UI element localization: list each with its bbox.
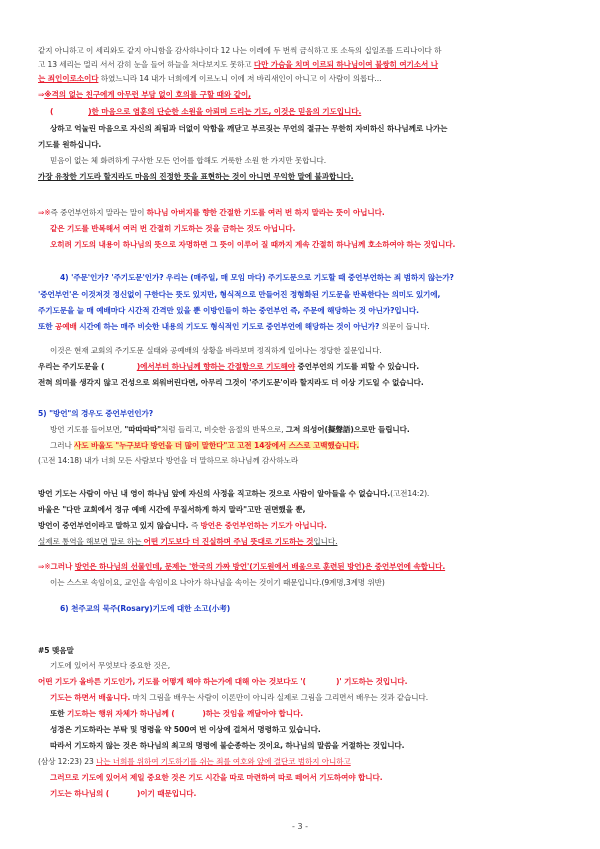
- text-segment: 상하고 억눌린 마음으로 자신의 죄됨과 더없이 악함을 깨닫고 부르짖는 무언의 절규는 무한히 자비하신 하나님께로 나가는: [50, 124, 448, 133]
- text-segment: 그러나: [50, 562, 75, 571]
- text-segment: 5) "방언"의 경우도 중언부언인가?: [38, 409, 154, 418]
- text-segment: 성경은 기도하라는 부탁 및 명령을 약 500여 번 이상에 걸쳐서 명령하고 있습니다.: [50, 725, 321, 734]
- text-segment: 입니다.: [313, 537, 338, 546]
- text-segment: )한 마음으로 염훈의 단순한 소원을 아뢰며 드리는 기도, 이것은 믿음의 기도입니다.: [88, 107, 362, 116]
- text-segment: ※: [44, 208, 51, 217]
- body-text-line: [38, 208, 385, 218]
- fill-in-blank: [109, 789, 137, 799]
- text-segment: (: [50, 107, 54, 116]
- body-text-line: [38, 537, 337, 547]
- text-segment: 중언부언의 기도를 피할 수 있습니다.: [295, 362, 420, 371]
- body-text-line: [38, 74, 381, 84]
- text-segment: 처럼 들리고, 비슷한 음절의 반복으로,: [161, 425, 286, 434]
- text-segment: 기도는 하면서 배웁니다.: [50, 693, 131, 702]
- text-segment: 시간에 하는 매주 비슷한 내용의 기도도 형식적인 기도로 중언부언에 해당하는 것이 아닌가?: [76, 322, 380, 331]
- body-text-line: [50, 773, 383, 783]
- text-segment: 즉: [190, 521, 201, 530]
- body-text-line: [38, 140, 101, 150]
- body-text-line: [38, 521, 327, 531]
- text-segment: )에서부터 하나님께 향하는 간절함으로 기도해야: [136, 362, 296, 371]
- text-segment: 방언은 하나님의 선물인데, 문제는 '한국의 가짜 방언'(기도원에서 배움으로 훈련된 방언)은 중언부언에 속합니다.: [74, 562, 446, 571]
- body-text-line: [50, 441, 359, 451]
- body-text-line: [38, 322, 430, 332]
- text-segment: 이것은 현재 교회의 주기도문 실태와 공예배의 상황을 바라보며 정직하게 일어나는 정당한 질문입니다.: [50, 346, 382, 355]
- text-segment: ※: [44, 562, 51, 571]
- text-segment: 가장 유창한 기도라 할지라도 마음의 진정한 뜻을 표현하는 것이 아니면 무익한 말에 불과합니다.: [38, 172, 354, 181]
- text-segment: 바울은 "다만 교회에서 정규 예배 시간에 무질서하게 하지 말라"고만 권면했을 뿐,: [38, 505, 306, 514]
- text-segment: 전혀 의미를 생각지 않고 건성으로 외워버린다면, 아무리 그것이 '주기도문'이라 할지라도 더 이상 기도일 수 없습니다.: [38, 378, 424, 387]
- body-text-line: [50, 725, 321, 735]
- text-segment: 또한: [50, 709, 68, 718]
- text-segment: ⇒: [38, 90, 45, 99]
- section-heading: [38, 646, 74, 656]
- text-segment: 그러나: [50, 441, 75, 450]
- text-segment: 기도에 있어서 무엇보다 중요한 것은,: [50, 661, 171, 670]
- text-segment: 하나님 아버지를 향한 간절한 기도를 여러 번 하지 말라는 뜻이 아닙니다.: [146, 208, 385, 217]
- text-segment: 기도하는 행위 자체가 하나님께 (: [67, 709, 175, 718]
- text-segment: 그러므로 기도에 있어서 제일 중요한 것은 기도 시간을 따로 마련하여 따로 떼어서 기도하여야 합니다.: [50, 773, 383, 782]
- text-segment: 나는 너희를 위하여 기도하기를 쉬는 죄를 여호와 앞에 결단코 범하지 아니하고: [96, 757, 351, 766]
- fill-in-blank: [175, 709, 203, 719]
- text-segment: 사도 바울도 "누구보다 방언을 더 많이 말한다"고 고전 14장에서 스스로 고백했습니다.: [74, 441, 360, 450]
- body-text-line: [50, 741, 404, 751]
- body-text-line: [38, 306, 419, 316]
- text-segment: (삼상 12:23) 23: [38, 757, 96, 766]
- text-segment: 6) 천주교의 묵주(Rosary)기도에 대한 소고(小考): [60, 604, 231, 613]
- fill-in-blank: [104, 362, 136, 372]
- section-heading: [38, 409, 153, 419]
- text-segment: 하였느니라 14 내가 너희에게 이르노니 이에 저 바리새인이 아니고 이 사람이 의롭다...: [98, 74, 382, 83]
- body-text-line: [38, 90, 251, 100]
- text-segment: 고 13 세리는 멀리 서서 감히 눈을 들어 하늘을 쳐다보지도 못하고: [38, 60, 254, 69]
- text-segment: )하는 것임을 깨달아야 합니다.: [202, 709, 304, 718]
- body-text-line: [38, 562, 445, 572]
- text-segment: 같은 기도를 반복해서 여러 번 간절히 기도하는 것을 금하는 것도 아닙니다.: [50, 224, 296, 233]
- body-text-line: [38, 505, 305, 515]
- text-segment: 믿음이 없는 체 화려하게 구사한 모든 언어를 합해도 거룩한 소원 한 가지만 못합니다.: [50, 156, 327, 165]
- text-segment: 어떤 기도보다 더 진실하며 주님 뜻대로 기도하는 것: [143, 537, 314, 546]
- text-segment: ⇒: [38, 208, 45, 217]
- text-segment: 주기도문을 늘 매 예배마다 시간적 간격만 있을 뿐 이방인들이 하는 중언부언 즉, 주문에 해당하는 것 아닌가?입니다.: [38, 306, 419, 315]
- body-text-line: [38, 378, 424, 388]
- text-segment: '중언부언'은 이것저것 정신없이 구한다는 뜻도 있지만, 형식적으로 만들어진 정형화된 기도문을 반복한다는 의미도 있기에,: [38, 290, 441, 299]
- body-text-line: [38, 456, 298, 466]
- body-text-line: [50, 224, 295, 234]
- text-segment: )' 기도하는 것입니다.: [336, 677, 408, 686]
- text-segment: 방언이 중언부언이라고 말하고 있지 않습니다.: [38, 521, 191, 530]
- text-segment: 마치 그림을 배우는 사람이 이론만이 아니라 실제로 그림을 그리면서 배우는 것과 같습니다.: [130, 693, 429, 702]
- text-segment: 즉 중언부언하지 말라는 말이: [50, 208, 147, 217]
- body-text-line: [50, 693, 428, 703]
- body-text-line: [38, 290, 440, 300]
- body-text-line: [38, 172, 354, 182]
- text-segment: 같지 아니하고 이 세리와도 같지 아니함을 감사하나이다 12 나는 이레에 두 번씩 금식하고 또 소득의 십일조를 드리나이다 하: [38, 46, 442, 55]
- body-text-line: [38, 489, 429, 499]
- text-segment: 이는 스스로 속임이요, 교인을 속임이요 나아가 하나님을 속이는 것이기 때문입니다.(9계명,3계명 위반): [50, 578, 385, 587]
- fill-in-blank: [53, 107, 88, 117]
- text-segment: 의문이 듭니다.: [379, 322, 430, 331]
- body-text-line: [50, 240, 455, 250]
- text-segment: 방언 기도는 사람이 아닌 내 영이 하나님 앞에 자신의 사정을 직고하는 것으로 사람이 알아들을 수 없습니다.: [38, 489, 391, 498]
- body-text-line: [50, 789, 196, 799]
- body-text-line: [38, 46, 441, 56]
- text-segment: 다만 가슴을 치며 이르되 하나님이여 불쌍히 여기소서 나: [253, 60, 439, 69]
- section-heading: [60, 273, 454, 283]
- text-segment: (고전 14:18) 내가 너희 모든 사람보다 방언을 더 말하므로 하나님께 감사하노라: [38, 456, 299, 465]
- body-text-line: [38, 362, 419, 372]
- text-segment: 기도를 원하십니다.: [38, 140, 102, 149]
- body-text-line: [50, 425, 410, 435]
- text-segment: 공예배: [55, 322, 77, 331]
- text-segment: 오히려 기도의 내용이 하나님의 뜻으로 자명하면 그 뜻이 이루어 질 때까지 계속 간절히 하나님께 호소하여야 하는 것입니다.: [50, 240, 456, 249]
- text-segment: )이기 때문입니다.: [136, 789, 197, 798]
- text-segment: 우리는 주기도문을 (: [38, 362, 105, 371]
- text-segment: ⇒: [38, 562, 45, 571]
- body-text-line: [38, 677, 407, 687]
- body-text-line: [50, 124, 447, 134]
- fill-in-blank: [306, 677, 336, 687]
- section-heading: [60, 604, 230, 614]
- text-segment: "따따따따": [124, 425, 162, 434]
- text-segment: 방언은 중언부언하는 기도가 아닙니다.: [200, 521, 327, 530]
- text-segment: 기도는 하나님의 (: [50, 789, 110, 798]
- text-segment: 그저 의성어(擬聲語)으로만 들립니다.: [285, 425, 410, 434]
- body-text-line: [50, 709, 303, 719]
- body-text-line: [50, 107, 361, 117]
- page-number: - 3 -: [292, 822, 308, 831]
- text-segment: #5 맺음말: [38, 646, 74, 655]
- body-text-line: [50, 346, 382, 356]
- scripture-quote: [38, 757, 351, 767]
- text-segment: (고전14:2).: [390, 489, 430, 498]
- body-text-line: [38, 60, 438, 70]
- text-segment: 는 죄인이로소이다: [38, 74, 99, 83]
- text-segment: 방언 기도를 들어보면,: [50, 425, 125, 434]
- body-text-line: [50, 661, 170, 671]
- text-segment: 4) '주문'인가? '주기도문'인가? 우리는 (매주일, 매 모임 마다) 주기도문으로 기도할 때 중언부언하는 죄 범하지 않는가?: [60, 273, 454, 282]
- text-segment: 또한: [38, 322, 56, 331]
- text-segment: 따라서 기도하지 않는 것은 하나님의 최고의 명령에 불순종하는 것이요, 하나님의 말씀을 거절하는 것입니다.: [50, 741, 405, 750]
- text-segment: ※격의 없는 친구에게 아무런 부담 없이 호의를 구할 때와 같이,: [44, 90, 251, 99]
- text-segment: 어떤 기도가 올바른 기도인가, 기도를 어떻게 해야 하는가에 대해 아는 것보다도 '(: [38, 677, 306, 686]
- body-text-line: [50, 156, 326, 166]
- text-segment: 실제로 통역을 해보면 말로 하는: [38, 537, 144, 546]
- body-text-line: [50, 578, 385, 588]
